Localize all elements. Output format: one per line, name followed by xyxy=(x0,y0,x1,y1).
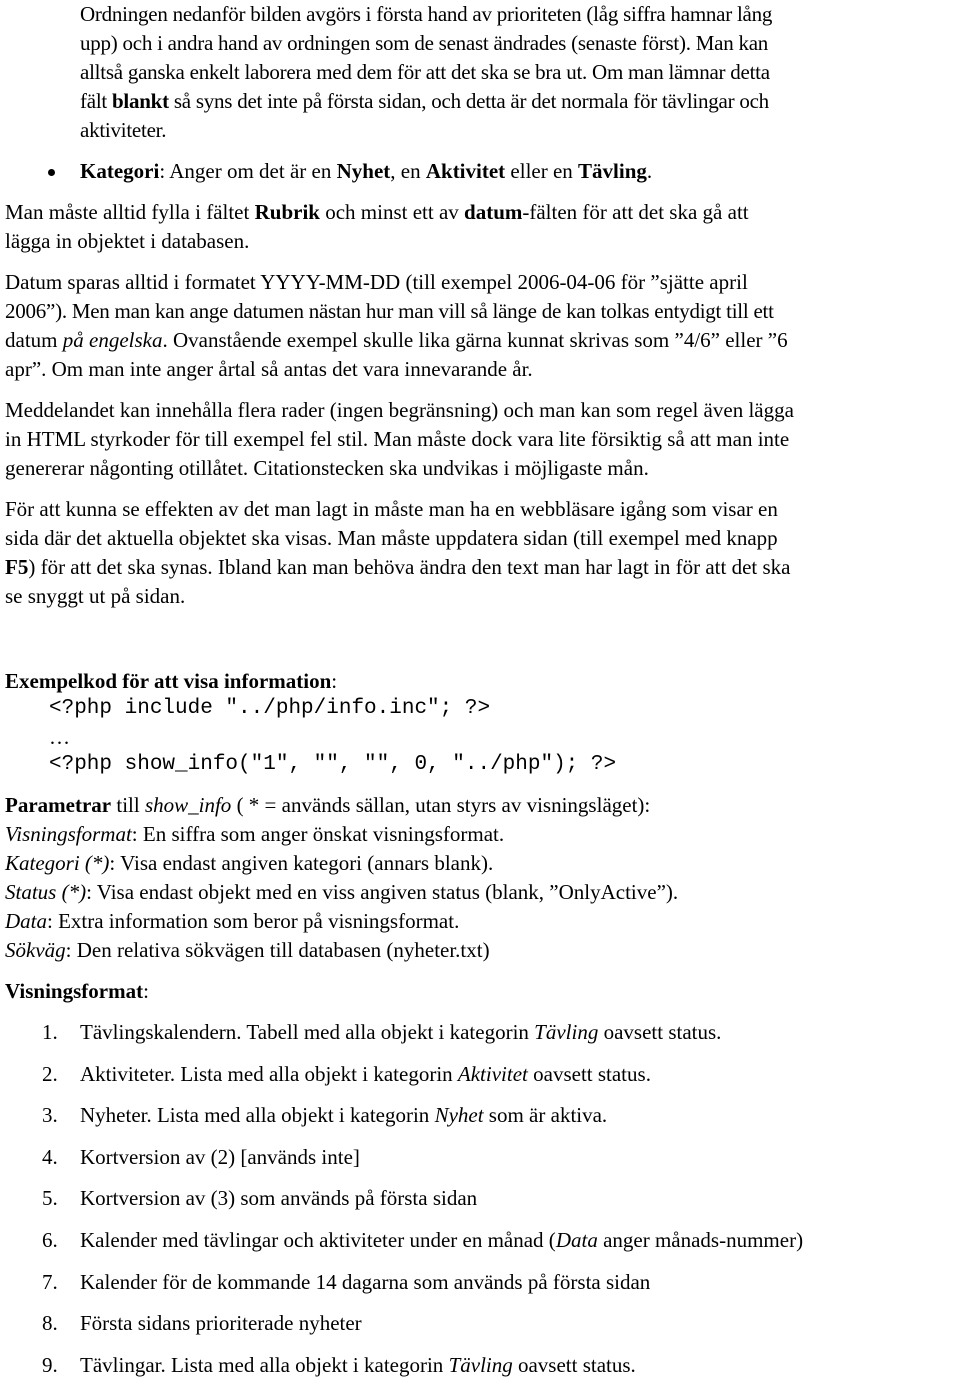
aktivitet-term: Aktivitet xyxy=(425,159,506,183)
list-item xyxy=(5,1018,957,1060)
param-key: Status (*) xyxy=(5,880,87,904)
param-desc: : Visa endast angiven kategori (annars blank). xyxy=(109,851,494,875)
text-span: Kortversion av (2) [används inte] xyxy=(80,1144,360,1169)
list-number: 1. xyxy=(42,1020,58,1044)
text-span: oavsett status. xyxy=(598,1020,722,1044)
bullet-kategori xyxy=(5,157,957,186)
datum-term: datum xyxy=(464,200,523,224)
param-row xyxy=(5,820,957,849)
text-span: Kalender med tävlingar och aktiviteter under en månad ( xyxy=(80,1227,556,1252)
param-key: Visningsformat xyxy=(5,822,132,846)
text-span: Kalender för de kommande 14 dagarna som används på första sidan xyxy=(80,1269,651,1294)
text-line: in HTML styrkoder för till exempel fel stil. Man måste dock vara lite försiktig så att man inte xyxy=(5,427,790,451)
text-line: sida där det aktuella objektet ska visas. Man måste uppdatera sidan (till exempel med knapp xyxy=(5,526,778,550)
text-line: genererar någonting otillåtet. Citationstecken ska undvikas i möjligaste mån. xyxy=(5,456,649,480)
list-item xyxy=(5,1060,957,1102)
text-span: eller en xyxy=(505,159,579,183)
italic-span: Aktivitet xyxy=(457,1061,528,1086)
f5-key: F5 xyxy=(5,555,29,579)
rubrik-term: Rubrik xyxy=(254,200,320,224)
text-line: Datum sparas alltid i formatet YYYY-MM-DD (till exempel 2006-04-06 för ”sjätte april xyxy=(5,270,748,294)
param-row xyxy=(5,907,957,936)
text-span: : xyxy=(331,669,338,693)
list-number: 6. xyxy=(42,1227,58,1252)
text-line: 2006”). Men man kan ange datumen nästan hur man vill så länge de kan tolkas entydigt till ett xyxy=(5,299,774,323)
param-desc: : Visa endast objekt med en viss angiven status (blank, ”OnlyActive”). xyxy=(86,880,679,904)
list-item xyxy=(5,1351,957,1392)
list-number: 3. xyxy=(42,1103,58,1128)
text-span: Tävlingar. Lista med alla objekt i kategorin xyxy=(80,1352,449,1377)
param-row xyxy=(5,849,957,878)
param-key: Data xyxy=(5,909,47,933)
text-line: För att kunna se effekten av det man lagt in måste man ha en webbläsare igång som visar en xyxy=(5,497,778,521)
text-span: Aktiviteter. Lista med alla objekt i kategorin xyxy=(80,1061,458,1086)
text-line xyxy=(5,198,957,227)
text-line: Meddelandet kan innehålla flera rader (ingen begränsning) och man kan som regel även lägga xyxy=(5,398,794,422)
italic-span: på engelska xyxy=(62,328,163,352)
text-span: Kortversion av (3) som används på första sidan xyxy=(80,1186,478,1211)
text-line xyxy=(80,87,957,116)
italic-span: Tävling xyxy=(448,1352,513,1377)
params-label: Parametrar xyxy=(5,793,112,817)
params-section xyxy=(5,791,957,965)
text-line: Ordningen nedanför bilden avgörs i första hand av prioriteten (låg siffra hamnar lång xyxy=(80,2,773,26)
text-span: anger månads-nummer) xyxy=(597,1227,804,1252)
text-span: . xyxy=(646,159,653,183)
text-span: -fälten för att det ska gå att xyxy=(522,200,749,224)
param-desc: : En siffra som anger önskat visningsformat. xyxy=(131,822,505,846)
function-name: show_info xyxy=(144,793,232,817)
italic-span: Data xyxy=(555,1227,598,1252)
text-line: upp) och i andra hand av ordningen som de senast ändrades (senaste först). Man kan xyxy=(80,31,769,55)
list-item xyxy=(5,1309,957,1351)
text-span: : Anger om det är en xyxy=(159,159,337,183)
ellipsis: … xyxy=(49,725,70,749)
visningsformat-list xyxy=(5,1018,957,1392)
tavling-term: Tävling xyxy=(578,159,647,183)
text-span: till xyxy=(111,793,145,817)
heading-text: Visningsformat xyxy=(5,979,144,1003)
text-span: Nyheter. Lista med alla objekt i kategorin xyxy=(80,1103,435,1128)
text-span: : xyxy=(143,979,149,1003)
param-desc: : Extra information som beror på visningsformat. xyxy=(47,909,460,933)
text-span: , en xyxy=(390,159,426,183)
section-heading xyxy=(5,667,957,695)
text-span: oavsett status. xyxy=(527,1061,651,1086)
text-line: se snyggt ut på sidan. xyxy=(5,584,186,608)
code-line: <?php show_info("1", "", "", 0, "../php"); ?> xyxy=(49,753,617,776)
param-row xyxy=(5,936,957,965)
text-span: oavsett status. xyxy=(512,1352,636,1377)
text-span: Tävlingskalendern. Tabell med alla objekt i kategorin xyxy=(80,1020,535,1044)
param-row xyxy=(5,878,957,907)
param-key: Sökväg xyxy=(5,938,66,962)
nyhet-term: Nyhet xyxy=(336,159,391,183)
bullet-icon xyxy=(48,169,55,176)
datum-paragraph xyxy=(5,268,957,384)
intro-paragraph xyxy=(5,0,957,145)
text-span: så syns det inte på första sidan, och detta är det normala för tävlingar och xyxy=(168,89,769,113)
list-item xyxy=(5,1143,957,1185)
kategori-label: Kategori xyxy=(80,159,160,183)
code-line: <?php include "../php/info.inc"; ?> xyxy=(49,697,491,720)
text-span: ) för att det ska synas. Ibland kan man behöva ändra den text man har lagt in för att det ska xyxy=(28,555,791,579)
list-number: 4. xyxy=(42,1144,58,1169)
text-span: . Ovanstående exempel skulle lika gärna kunnat skrivas som ”4/6” eller ”6 xyxy=(162,328,788,352)
param-desc: : Den relativa sökvägen till databasen (nyheter.txt) xyxy=(65,938,490,962)
list-number: 5. xyxy=(42,1186,58,1211)
document-page xyxy=(5,0,957,1392)
italic-span: Tävling xyxy=(534,1020,599,1044)
list-item xyxy=(5,1101,957,1143)
text-line: alltså ganska enkelt laborera med dem för att det ska se bra ut. Om man lämnar detta xyxy=(80,60,770,84)
list-number: 7. xyxy=(42,1269,58,1294)
list-item xyxy=(5,1268,957,1310)
text-span: ( * = används sällan, utan styrs av visningsläget): xyxy=(231,793,651,817)
list-number: 9. xyxy=(42,1352,58,1377)
param-key: Kategori (*) xyxy=(5,851,110,875)
text-line: aktiviteter. xyxy=(80,118,167,142)
bold-blankt: blankt xyxy=(111,89,169,113)
text-span: fält xyxy=(80,89,112,113)
text-line: apr”. Om man inte anger årtal så antas det vara innevarande år. xyxy=(5,357,533,381)
example-section xyxy=(5,667,957,779)
text-span: datum xyxy=(5,328,63,352)
rubrik-paragraph xyxy=(5,198,957,256)
text-span: som är aktiva. xyxy=(483,1103,608,1128)
text-line xyxy=(5,553,957,582)
example-heading: Exempelkod för att visa information xyxy=(5,669,332,693)
list-item xyxy=(5,1184,957,1226)
italic-span: Nyhet xyxy=(434,1103,484,1128)
list-number: 8. xyxy=(42,1311,58,1336)
text-span: och minst ett av xyxy=(319,200,465,224)
text-line xyxy=(5,326,957,355)
params-heading xyxy=(5,791,957,820)
list-number: 2. xyxy=(42,1061,58,1086)
visningsformat-heading xyxy=(5,977,957,1006)
text-span: Man måste alltid fylla i fältet xyxy=(5,200,255,224)
text-span: Första sidans prioriterade nyheter xyxy=(80,1311,362,1336)
list-item xyxy=(5,1226,957,1268)
effekt-paragraph xyxy=(5,495,957,611)
text-line: lägga in objektet i databasen. xyxy=(5,229,250,253)
meddelande-paragraph xyxy=(5,396,957,483)
visningsformat-section xyxy=(5,977,957,1392)
